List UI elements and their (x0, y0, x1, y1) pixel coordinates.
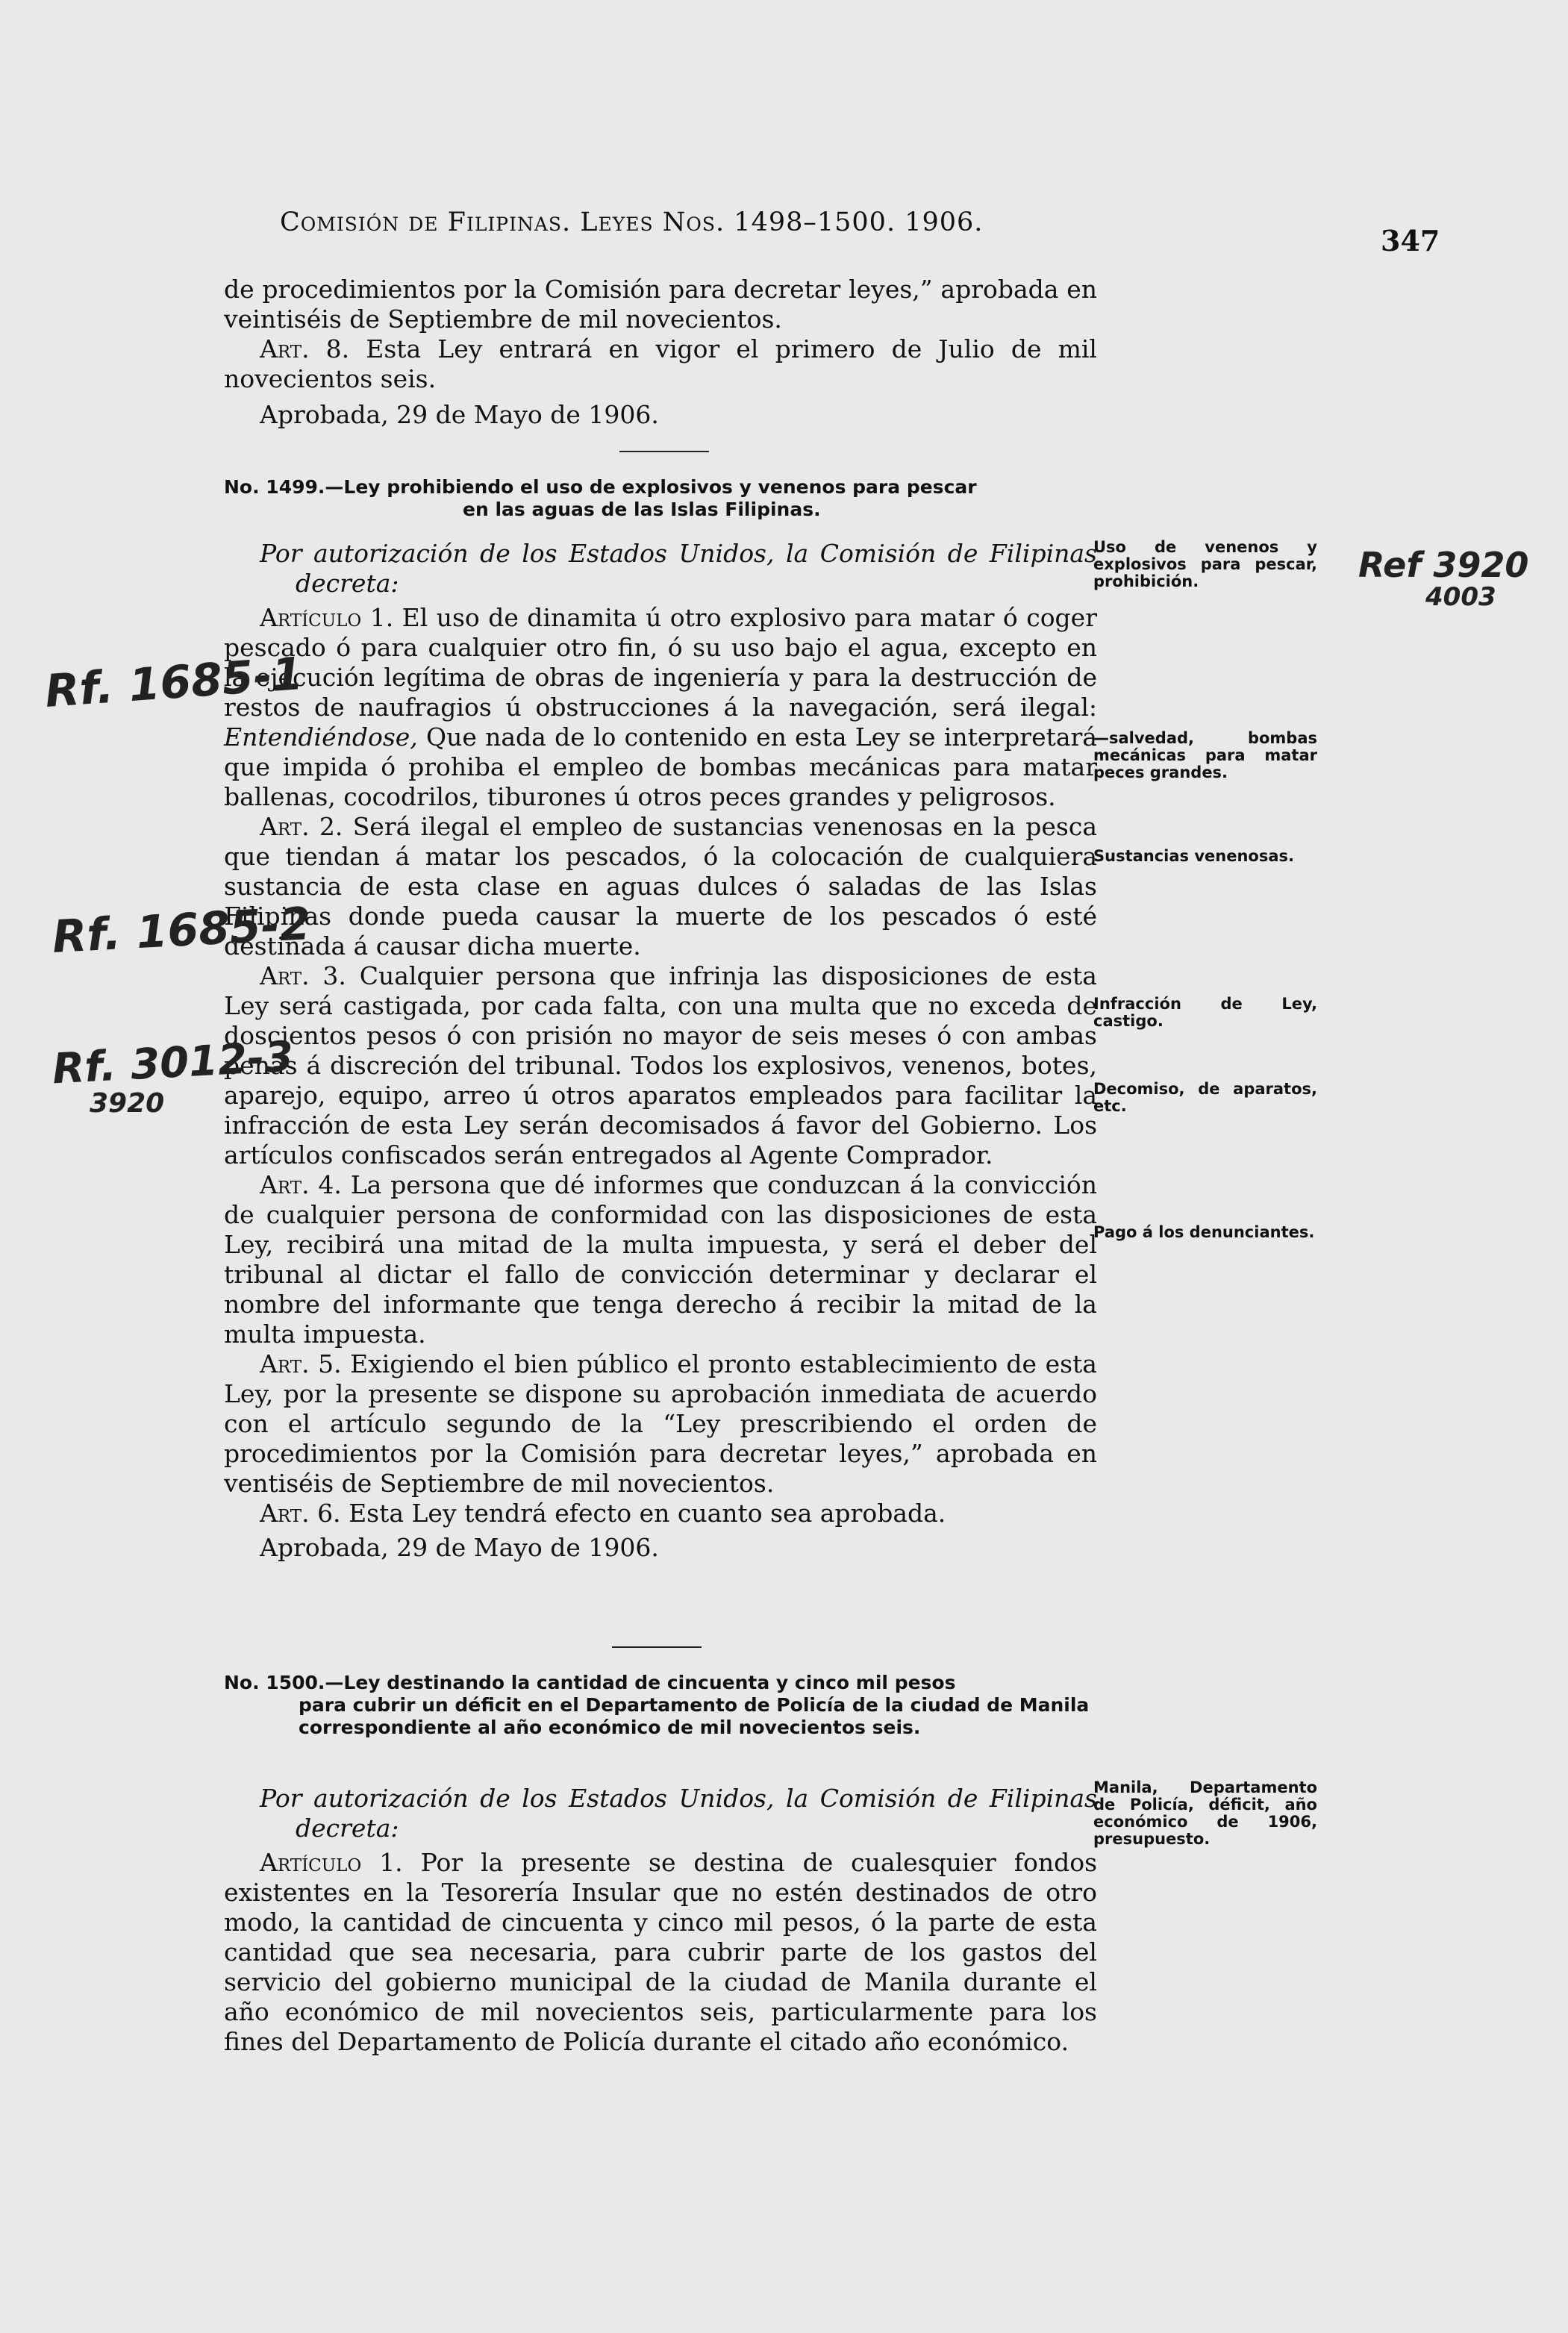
law-1500-title-line1: —Ley destinando la cantidad de cincuenta y cinco mil pesos (325, 1672, 956, 1693)
handwritten-ref-2: Rf. 1685-2 (51, 897, 312, 964)
law-1500-art1-text: Por la presente se destina de cualesquier fondos existentes en la Tesorería Insular que no estén destinados de otro modo, la cantidad de cincuenta y cinco mil pesos, ó la parte de esta cantidad que sea necesaria, para cubrir parte de los gastos del servicio del gobierno municipal de la ciudad de Manila durante el año económico de mil novecientos seis, particularmente para los fines del Departamento de Policía durante el citado año económico. (224, 1848, 1098, 2056)
law-1499-title (224, 476, 1097, 521)
law-1499-art2-label: Art. 2. (260, 812, 343, 841)
law-1499-art1-text: El uso de dinamita ú otro explosivo para matar ó coger pescado ó para cualquier otro fin, ó su uso bajo el agua, excepto en la ejecución legítima de obras de ingeniería y para la destrucción de restos de naufragios ú obstrucciones á la navegación, será ilegal: (224, 603, 1097, 722)
law-1499-title-line1: —Ley prohibiendo el uso de explosivos y venenos para pescar (325, 476, 977, 498)
law-1500-enacting: Por autorización de los Estados Unidos, la Comisión de Filipinas decreta: (260, 1784, 1097, 1843)
law-1499-art1-proviso-lead: Entendiéndose, (224, 722, 418, 752)
law-1499-approved: Aprobada, 29 de Mayo de 1906. (260, 1533, 659, 1562)
law-1499-art6-text: Esta Ley tendrá efecto en cuanto sea aprobada. (349, 1499, 946, 1528)
prev-art8-label: Art. 8. (260, 334, 350, 363)
law-1500-art1 (224, 1848, 1097, 2057)
margin-note-castigo: Infracción de Ley, castigo. (1093, 995, 1317, 1030)
margin-note-venenosas: Sustancias venenosas. (1093, 847, 1295, 865)
prev-art8 (224, 334, 1097, 394)
law-1500-title-rest: para cubrir un déficit en el Departamento de Policía de la ciudad de Manila correspondiente al año económico de mil novecientos seis. (299, 1694, 1090, 1738)
law-1499-art5-label: Art. 5. (260, 1349, 342, 1378)
running-head: Comisión de Filipinas. Leyes Nos. 1498–1500. 1906. (280, 207, 984, 237)
handwritten-ref-right-sub: 4003 (1425, 582, 1496, 612)
law-1499-art2 (224, 812, 1097, 961)
handwritten-ref-1: Rf. 1685-1 (43, 648, 305, 718)
law-1500-body (224, 1784, 1097, 2057)
prev-law-block (224, 275, 1097, 430)
law-1499-art3 (224, 961, 1097, 1170)
law-1499-enacting: Por autorización de los Estados Unidos, la Comisión de Filipinas decreta: (260, 539, 1097, 598)
handwritten-ref-3: Rf. 3012-3 (51, 1032, 295, 1094)
handwritten-ref-right: Ref 3920 (1358, 545, 1529, 585)
law-1499-art5-text: Exigiendo el bien público el pronto establecimiento de esta Ley, por la presente se dispone su aprobación inmediata de acuerdo con el artículo segundo de la “Ley prescribiendo el orden de procedimientos por la Comisión para decretar leyes,” aprobada en ventiséis de Septiembre de mil novecientos. (224, 1349, 1097, 1498)
divider (612, 1646, 702, 1648)
law-1500-title (224, 1672, 1097, 1739)
margin-note-manila: Manila, Departamento de Policía, déficit, año económico de 1906, presupuesto. (1093, 1778, 1317, 1848)
law-1499-art4 (224, 1170, 1097, 1349)
handwritten-ref-3-sub: 3920 (90, 1088, 165, 1119)
prev-continuation: de procedimientos por la Comisión para decretar leyes,” aprobada en veintiséis de Septiembre de mil novecientos. (224, 275, 1097, 334)
divider (619, 451, 709, 452)
law-1499-art6 (224, 1499, 1097, 1528)
law-1499-number: No. 1499. (224, 476, 325, 498)
margin-note-pago: Pago á los denunciantes. (1093, 1223, 1315, 1241)
margin-note-prohibition: Uso de venenos y explosivos para pescar, prohibición. (1093, 538, 1317, 590)
law-1499-art1 (224, 603, 1097, 812)
law-1499-art3-label: Art. 3. (260, 961, 346, 990)
law-1499-art2-text: Será ilegal el empleo de sustancias venenosas en la pesca que tiendan á matar los pescados, ó la colocación de cualquiera sustancia de esta clase en aguas dulces ó saladas de las Islas Filipinas donde pueda causar la muerte de los pescados ó esté destinada á causar dicha muerte. (224, 812, 1097, 961)
law-1499-art3-text: Cualquier persona que infrinja las disposiciones de esta Ley será castigada, por cada falta, con una multa que no exceda de doscientos pesos ó con prisión no mayor de seis meses ó con ambas penas á discreción del tribunal. Todos los explosivos, venenos, botes, aparejo, equipo, arreo ú otros aparatos empleados para facilitar la infracción de esta Ley serán decomisados á favor del Gobierno. Los artículos confiscados serán entregados al Agente Comprador. (224, 961, 1097, 1169)
law-1499-art1-label: Artículo 1. (260, 603, 394, 632)
law-1499-art5 (224, 1349, 1097, 1499)
law-1500-number: No. 1500. (224, 1672, 325, 1693)
law-1500-art1-label: Artículo 1. (260, 1848, 403, 1877)
law-1499-art4-text: La persona que dé informes que conduzcan á la convicción de cualquier persona de conformidad con las disposiciones de esta Ley, recibirá una mitad de la multa impuesta, y será el deber del tribunal al dictar el fallo de convicción determinar y declarar el nombre del informante que tenga derecho á recibir la mitad de la multa impuesta. (224, 1170, 1097, 1349)
law-1499-body (224, 539, 1097, 1563)
law-1499-art4-label: Art. 4. (260, 1170, 342, 1199)
margin-note-salvedad: —salvedad, bombas mecánicas para matar peces grandes. (1093, 729, 1317, 781)
prev-approved: Aprobada, 29 de Mayo de 1906. (260, 400, 659, 429)
law-1499-art6-label: Art. 6. (260, 1499, 341, 1528)
page-number: 347 (1381, 224, 1440, 257)
margin-note-decomiso: Decomiso, de aparatos, etc. (1093, 1080, 1317, 1115)
prev-art8-text: Esta Ley entrará en vigor el primero de Julio de mil novecientos seis. (224, 334, 1097, 393)
law-1499-art1-proviso: Que nada de lo contenido en esta Ley se interpretará que impida ó prohiba el empleo de bombas mecánicas para matar ballenas, cocodrilos, tiburones ú otros peces grandes y peligrosos. (224, 722, 1097, 811)
law-1499-title-line2: en las aguas de las Islas Filipinas. (463, 499, 821, 520)
